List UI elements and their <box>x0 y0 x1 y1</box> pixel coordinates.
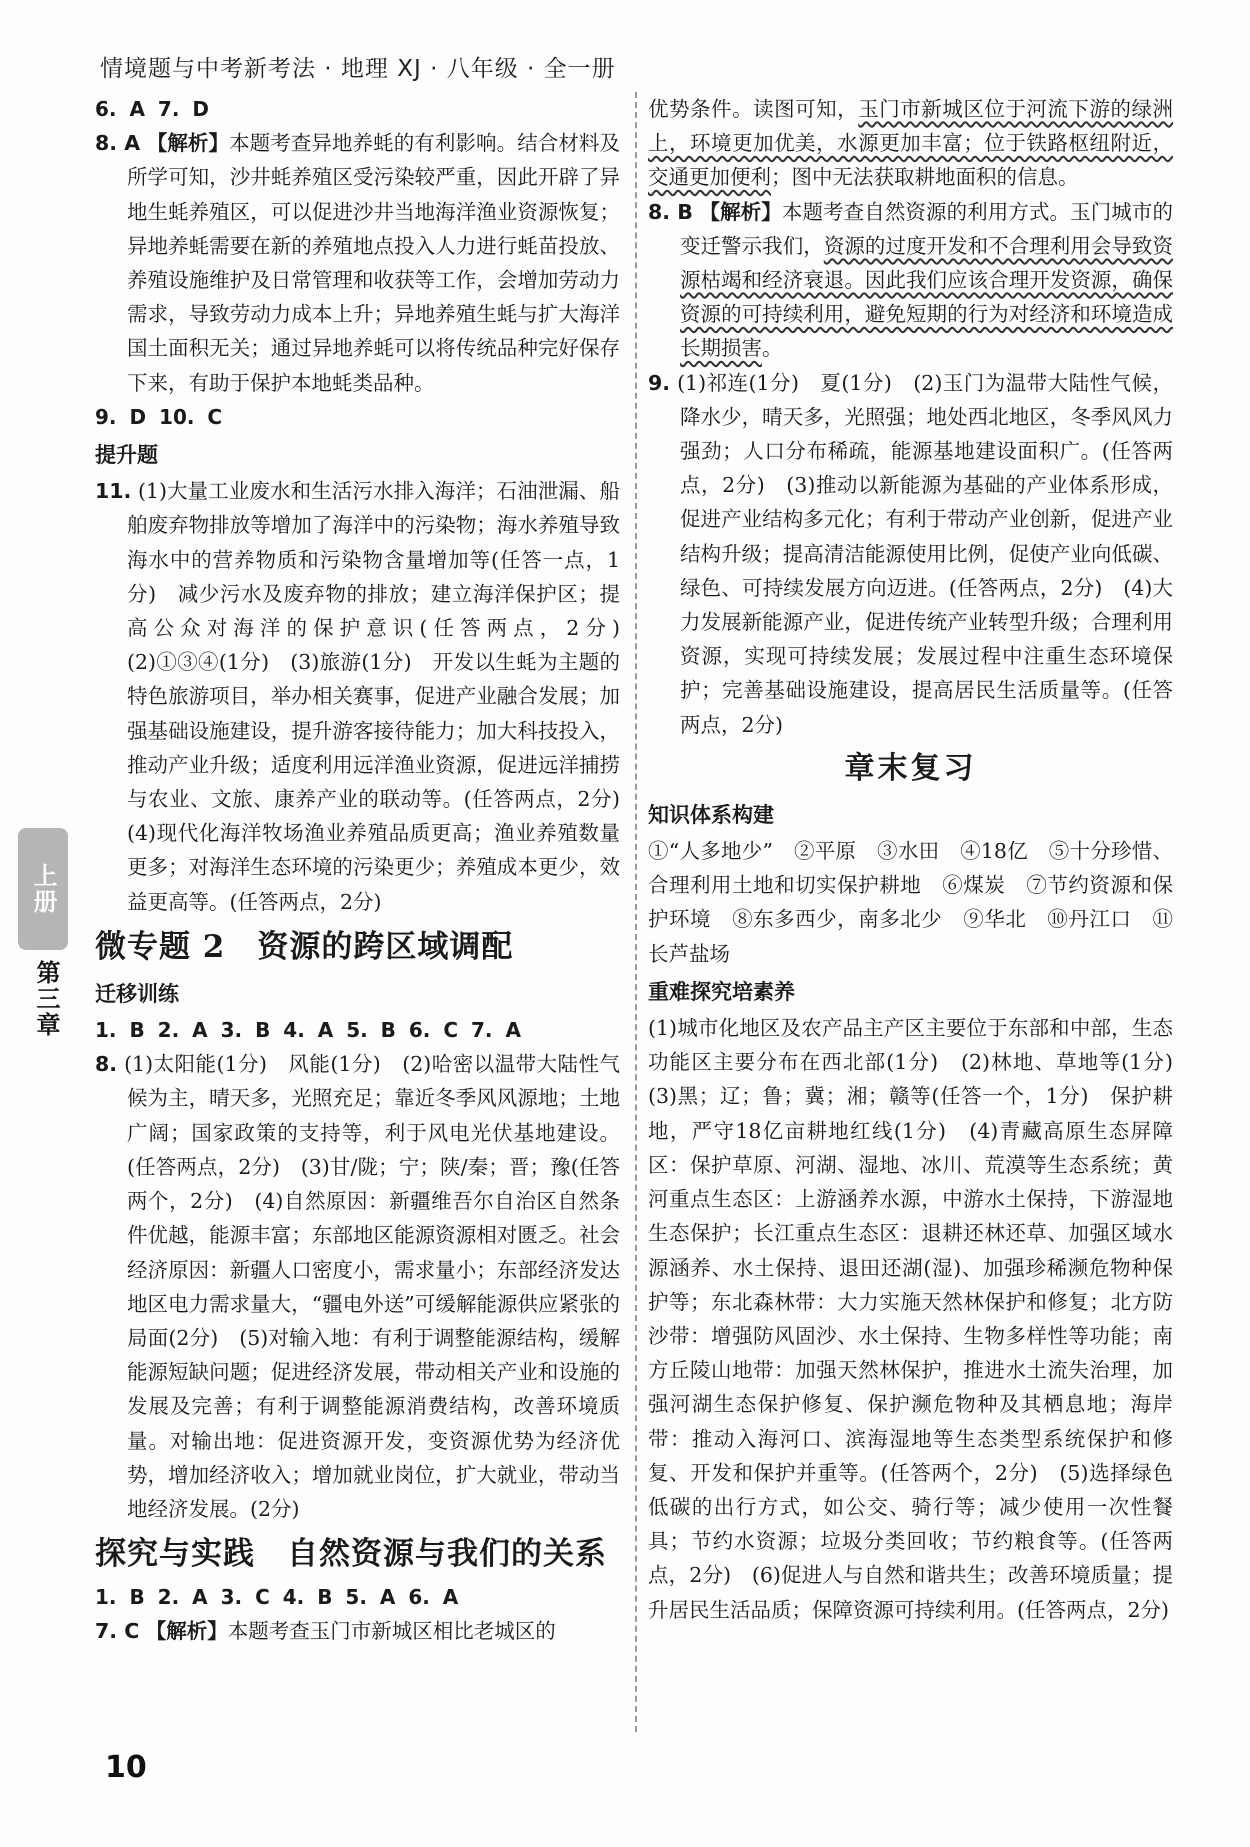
explanation-text: 本题考查异地养蚝的有利影响。结合材料及所学可知，沙井蚝养殖区受污染较严重，因此开辟了异地生蚝养殖区，可以促进沙井当地海洋渔业资源恢复；异地养蚝需要在新的养殖地点投入人力进行蚝苗投放、养殖设施维护及日常管理和收获等工作，会增加劳动力需求，导致劳动力成本上升；异地养殖生蚝与扩大海洋国土面积无关；通过异地养蚝可以将传统品种完好保存下来，有助于保护本地蚝类品种。 <box>127 131 621 395</box>
question-7-explanation <box>95 1614 620 1648</box>
underlined-key-point: 玉门市新城区位于河流下游的绿洲上，环境更加优美，水源更加丰富；位于铁路枢纽附近，交通更加便利 <box>648 97 1174 190</box>
question-number: 9. <box>648 370 671 395</box>
question-number: 8. <box>95 1052 118 1077</box>
question-8b-answer <box>95 1047 620 1526</box>
chapter-review-title: 章末复习 <box>844 750 977 786</box>
chapter-side-label: 第三章 <box>32 960 60 1038</box>
question-8-right-explanation <box>648 195 1173 366</box>
question-8-explanation <box>95 126 620 400</box>
answer-text: (1)祁连(1分) 夏(1分) (2)玉门为温带大陆性气候，降水少，晴天多，光照强；地处西北地区，冬季风风力强劲；人口分布稀疏，能源基地建设面积广。(任答两点，2分) (3)推动以新能源为基础的产业体系形成，促进产业结构多元化；有利于带动产业创新，促进产业结构升级；提高清洁能源使用比例，促使产业向低碳、绿色、可持续发展方向迈进。(任答两点，2分) (4)大力发展新能源产业，促进传统产业转型升级；合理利用资源，实现可持续发展；发展过程中注重生态环境保护；完善基础设施建设，提高居民生活质量等。(任答两点，2分) <box>677 370 1173 737</box>
explanation-text: 本题考查玉门市新城区相比老城区的 <box>227 1619 556 1644</box>
explanation-end: 。 <box>762 336 783 361</box>
question-11-answer <box>95 474 641 919</box>
section-heading-knowledge: 知识体系构建 <box>648 802 774 827</box>
question-7-continued <box>648 92 1173 195</box>
analysis-tag: 【解析】 <box>145 1619 228 1644</box>
left-column <box>95 92 641 1649</box>
right-column <box>648 92 1194 1627</box>
topic-title-practice: 探究与实践 自然资源与我们的关系 <box>95 1536 607 1573</box>
section-heading-key-difficult: 重难探究培素养 <box>648 979 795 1004</box>
section-heading-tisheng: 提升题 <box>95 443 158 468</box>
topic-title-micro-2: 微专题 2 资源的跨区域调配 <box>95 928 514 965</box>
question-number: 8. A <box>95 131 141 156</box>
underlined-key-point: 资源的过度开发和不合理利用会导致资源枯竭和经济衰退。因此我们应该合理开发资源，确保资源的可持续利用，避免短期的行为对经济和环境造成长期损害 <box>680 233 1174 361</box>
answer-text: (1)太阳能(1分) 风能(1分) (2)哈密以温带大陆性气候为主，晴天多，光照充足；靠近冬季风风源地；土地广阔；国家政策的支持等，利于风电光伏基地建设。(任答两点，2分) (3)甘/陇；宁；陕/秦；晋；豫(任答两个，2分) (4)自然原因：新疆维吾尔自治区自然条件优越，能源丰富；东部地区能源资源相对匮乏。社会经济原因：新疆人口密度小，需求量小；东部经济发达地区电力需求量大，“疆电外送”可缓解能源供应紧张的局面(2分) (5)对输入地：有利于调整能源结构，缓解能源短缺问题；促进经济发展，带动相关产业和设施的发展及完善；有利于调整能源消费结构，改善环境质量。对输出地：促进资源开发，变资源优势为经济优势，增加经济收入；增加就业岗位，扩大就业，带动当地经济发展。(2分) <box>124 1052 620 1521</box>
running-header: 情境题与中考新考法 · 地理 XJ · 八年级 · 全一册 <box>100 56 616 82</box>
column-divider <box>635 92 637 1732</box>
answer-row-9-10: 9. D 10. C <box>95 404 223 429</box>
question-9-answer <box>648 366 1173 742</box>
answer-text: (1)大量工业废水和生活污水排入海洋；石油泄漏、船舶废弃物排放等增加了海洋中的污染物；海水养殖导致海水中的营养物质和污染物含量增加等(任答一点，1分) 减少污水及废弃物的排放；建立海洋保护区；提高公众对海洋的保护意识(任答两点，2分) (2)①③④(1分) (3)旅游(1分) 开发以生蚝为主题的特色旅游项目，举办相关赛事，促进产业融合发展；加强基础设施建设，提升游客接待能力；加大科技投入，推动产业升级；适度利用远洋渔业资源，促进远洋捕捞与农业、文旅、康养产业的联动等。(任答两点，2分) (4)现代化海洋牧场渔业养殖品质更高；渔业养殖数量更多；对海洋生态环境的污染更少；养殖成本更少，效益更高等。(任答两点，2分) <box>127 479 641 914</box>
key-difficult-answers: (1)城市化地区及农产品主产区主要位于东部和中部，生态功能区主要分布在西北部(1分) (2)林地、草地等(1分) (3)黑；辽；鲁；冀；湘；赣等(任答一个，1分) 保护耕地，严守18亿亩耕地红线(1分) (4)青藏高原生态屏障区：保护草原、河湖、湿地、冰川、荒漠等生态系统；黄河重点生态区：上游涵养水源，中游水土保持，下游湿地生态保护；长江重点生态区：退耕还林还草、加强区域水源涵养、水土保持、退田还湖(湿)、加强珍稀濒危物种保护等；东北森林带：大力实施天然林保护和修复；北方防沙带：增强防风固沙、水土保持、生物多样性等功能；南方丘陵山地带：加强天然林保护，推进水土流失治理，加强河湖生态保护修复、保护濒危物种及其栖息地；海岸带：推动入海河口、滨海湿地等生态类型系统保护和修复、开发和保护并重等。(任答两个，2分) (5)选择绿色低碳的出行方式，如公交、骑行等；减少使用一次性餐具；节约水资源；垃圾分类回收；节约粮食等。(任答两点，2分) (6)促进人与自然和谐共生；改善环境质量；提升居民生活品质；保障资源可持续利用。(任答两点，2分) <box>648 1016 1194 1622</box>
answer-row-1-7: 1. B 2. A 3. B 4. A 5. B 6. C 7. A <box>95 1018 521 1043</box>
knowledge-system-answers: ①“人多地少” ②平原 ③水田 ④18亿 ⑤十分珍惜、合理利用土地和切实保护耕地 ⑥煤炭 ⑦节约资源和保护环境 ⑧东多西少，南多北少 ⑨华北 ⑩丹江口 ⑪长芦盐场 <box>648 839 1173 966</box>
question-number: 7. C <box>95 1619 140 1644</box>
analysis-tag: 【解析】 <box>146 131 230 156</box>
volume-side-tab: 上册 <box>18 828 68 950</box>
explanation-text: 本题考查自然资源的利用方式。玉门城市的变迁警示我们， <box>680 199 1173 258</box>
question-number: 11. <box>95 479 132 504</box>
answer-row-1-6: 1. B 2. A 3. C 4. B 5. A 6. A <box>95 1585 459 1610</box>
section-heading-qianyi: 迁移训练 <box>95 981 179 1006</box>
continued-text-end: ；图中无法获取耕地面积的信息。 <box>771 165 1079 190</box>
question-number: 8. B <box>648 199 693 224</box>
analysis-tag: 【解析】 <box>699 199 782 224</box>
page-number: 10 <box>105 1750 147 1785</box>
continued-text: 优势条件。读图可知， <box>648 97 859 121</box>
answer-row-6-7: 6. A 7. D <box>95 97 209 121</box>
